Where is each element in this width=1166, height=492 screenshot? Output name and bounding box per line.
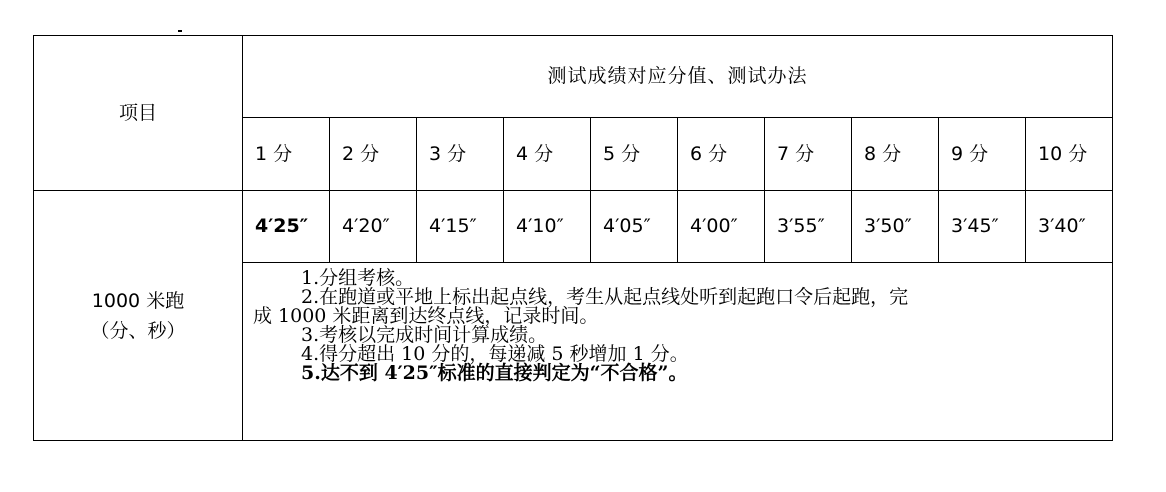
point-cell: 5 分 xyxy=(591,118,678,191)
method-line-5: 5.达不到 4′25″标准的直接判定为“不合格”。 xyxy=(301,362,688,384)
method-cell xyxy=(243,263,1113,441)
time-cell: 4′00″ xyxy=(678,191,765,263)
item-name-line2: （分、秒） xyxy=(90,319,186,342)
method-line-3: 3.考核以完成时间计算成绩。 xyxy=(301,324,548,346)
time-cell: 4′20″ xyxy=(330,191,417,263)
time-cell: 3′40″ xyxy=(1026,191,1113,263)
point-cell: 9 分 xyxy=(939,118,1026,191)
group-header: 测试成绩对应分值、测试办法 xyxy=(243,36,1113,118)
item-name-cell xyxy=(34,191,243,441)
point-cell: 7 分 xyxy=(765,118,852,191)
point-cell: 1 分 xyxy=(243,118,330,191)
method-line-2a: 2.在跑道或平地上标出起点线，考生从起点线处听到起跑口令后起跑，完 xyxy=(301,286,909,308)
point-cell: 2 分 xyxy=(330,118,417,191)
point-cell: 6 分 xyxy=(678,118,765,191)
point-cell: 4 分 xyxy=(504,118,591,191)
point-cell: 3 分 xyxy=(417,118,504,191)
score-table xyxy=(33,35,1113,441)
point-cell: 10 分 xyxy=(1026,118,1113,191)
method-line-4: 4.得分超出 10 分的，每递减 5 秒增加 1 分。 xyxy=(301,343,689,365)
time-cell: 4′05″ xyxy=(591,191,678,263)
stray-mark xyxy=(178,30,182,32)
point-cell: 8 分 xyxy=(852,118,939,191)
time-cell: 3′50″ xyxy=(852,191,939,263)
time-cell: 4′15″ xyxy=(417,191,504,263)
item-header: 项目 xyxy=(34,36,243,191)
method-line-2b: 成 1000 米距离到达终点线，记录时间。 xyxy=(253,305,599,327)
time-cell: 4′25″ xyxy=(243,191,330,263)
item-name-line1: 1000 米跑 xyxy=(91,289,185,312)
method-line-1: 1.分组考核。 xyxy=(301,267,415,289)
time-cell: 3′45″ xyxy=(939,191,1026,263)
time-cell: 4′10″ xyxy=(504,191,591,263)
time-cell: 3′55″ xyxy=(765,191,852,263)
